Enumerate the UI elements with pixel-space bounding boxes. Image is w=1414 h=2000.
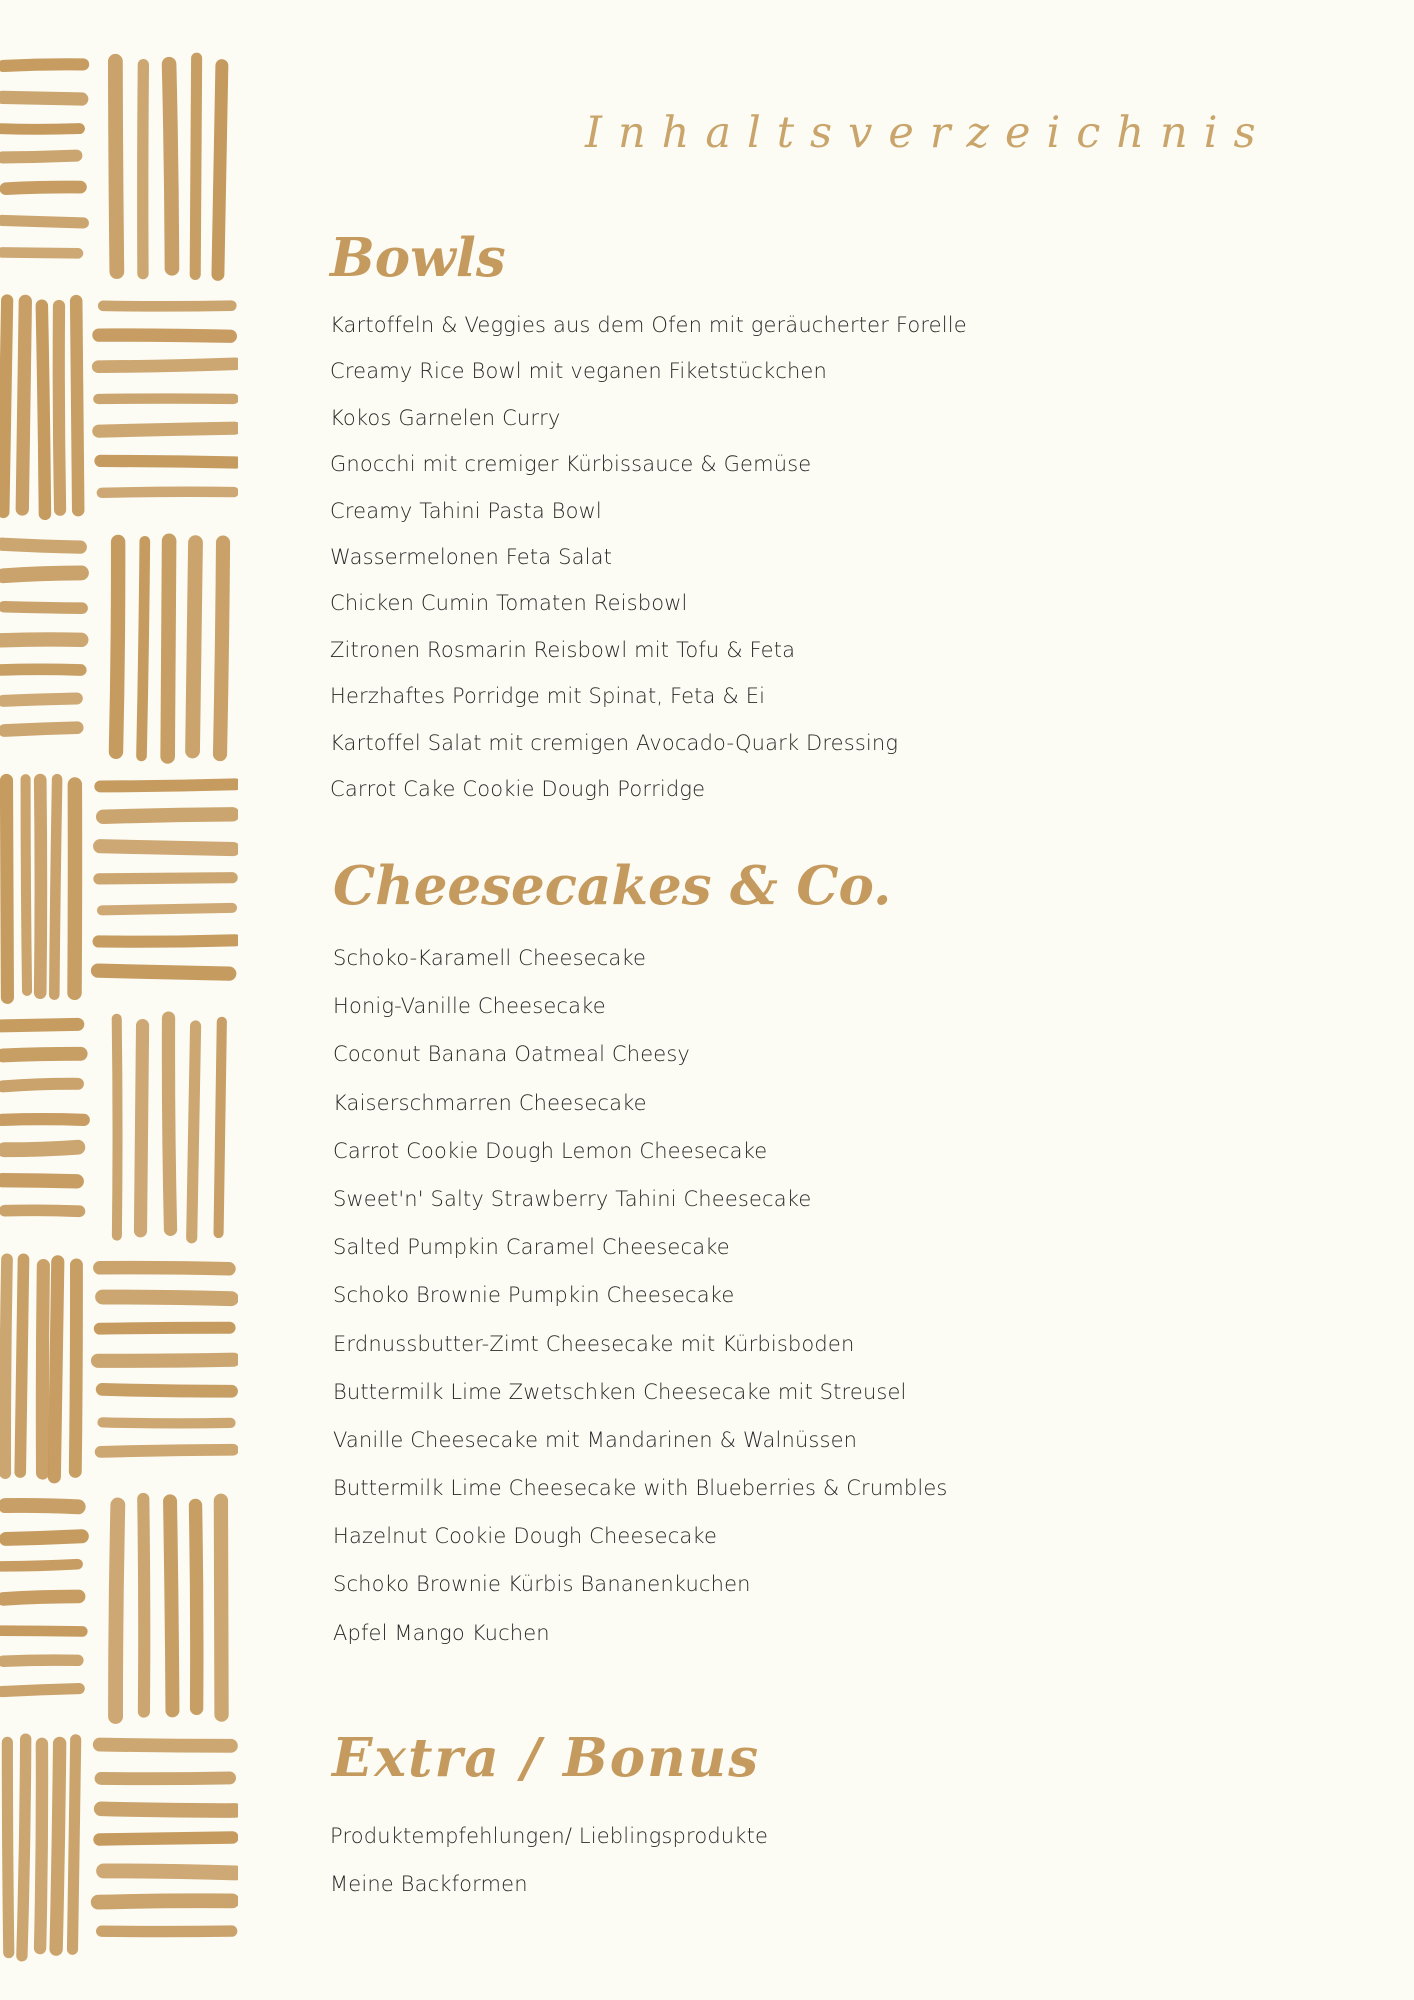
toc-item[interactable]: Kaiserschmarren Cheesecake [333, 1090, 647, 1115]
toc-item[interactable]: Zitronen Rosmarin Reisbowl mit Tofu & Feta [330, 637, 796, 662]
brush-stroke [168, 1018, 170, 1229]
brush-stroke [40, 780, 41, 993]
brush-stroke [2, 97, 81, 99]
toc-item[interactable]: Buttermilk Lime Cheesecake with Blueberries & Crumbles [333, 1476, 948, 1501]
toc-item[interactable]: Sweet'n' Salty Strawberry Tahini Cheesecake [333, 1186, 812, 1211]
brush-stroke [99, 335, 230, 336]
brush-stroke [76, 301, 78, 510]
brush-stroke [100, 461, 235, 463]
toc-item[interactable]: Herzhaftes Porridge mit Spinat, Feta & Ei [330, 684, 766, 709]
brush-stroke [99, 428, 235, 431]
toc-item[interactable]: Gnocchi mit cremiger Kürbissauce & Gemüse [330, 452, 812, 477]
brush-stroke [99, 878, 232, 879]
brush-stroke [100, 1838, 233, 1840]
toc-item[interactable]: Honig-Vanille Cheesecake [333, 994, 606, 1019]
brush-stroke [140, 1026, 142, 1231]
brush-stroke [3, 300, 7, 512]
brush-stroke [22, 1739, 26, 1956]
brush-stroke [1, 1564, 77, 1566]
brush-stroke [54, 1262, 57, 1477]
brush-stroke [2, 669, 81, 670]
section-title-extra: Extra / Bonus [332, 1727, 761, 1789]
brush-stroke [102, 1389, 231, 1391]
brush-stroke [40, 1744, 42, 1948]
brush-stroke [2, 1689, 80, 1692]
brush-stroke [1, 639, 81, 640]
toc-item[interactable]: Chicken Cumin Tomaten Reisbowl [330, 591, 688, 616]
brush-stroke [219, 1022, 222, 1233]
brush-stroke [3, 573, 81, 576]
brush-stroke [102, 492, 234, 493]
brush-stroke [6, 187, 81, 189]
brush-stroke [42, 1266, 43, 1473]
brush-stroke [101, 1809, 235, 1811]
toc-item[interactable]: Coconut Banana Oatmeal Cheesy [333, 1042, 691, 1067]
brush-stroke [3, 64, 83, 66]
brush-stroke [100, 1745, 231, 1746]
brush-stroke [3, 1084, 78, 1087]
brush-stroke [4, 728, 77, 731]
brush-stroke [169, 64, 172, 268]
brush-stroke [143, 1499, 144, 1712]
toc-item[interactable]: Erdnussbutter-Zimt Cheesecake mit Kürbisboden [333, 1331, 855, 1356]
toc-item[interactable]: Schoko-Karamell Cheesecake [333, 946, 647, 970]
toc-item[interactable]: Salted Pumpkin Caramel Cheesecake [333, 1235, 730, 1260]
brush-stroke [170, 1501, 172, 1710]
brush-stroke [42, 306, 45, 514]
brush-stroke [99, 940, 236, 941]
brush-stroke [218, 66, 222, 275]
brush-stroke [5, 1210, 80, 1211]
bowls-list [330, 311, 967, 821]
brush-stroke [2, 1119, 84, 1120]
brush-stroke [196, 1505, 197, 1708]
brush-stroke [75, 1265, 76, 1471]
cheesecakes-list [333, 944, 948, 1667]
toc-item[interactable]: Kokos Garnelen Curry [330, 405, 561, 430]
brush-stroke [2, 252, 78, 253]
brush-stroke [22, 301, 25, 509]
brush-stroke [98, 1901, 232, 1902]
brush-stroke [2, 1180, 76, 1181]
brush-stroke [3, 1660, 78, 1661]
toc-item[interactable]: Buttermilk Lime Zwetschken Cheesecake mit Streusel [333, 1379, 907, 1404]
brush-stroke [141, 541, 144, 756]
brush-stroke [168, 541, 169, 757]
brush-stroke [143, 65, 144, 274]
brush-stroke [98, 364, 235, 367]
brush-stroke [5, 1259, 7, 1473]
brush-stroke [2, 544, 80, 547]
brush-stroke [195, 58, 196, 274]
brush-stroke [116, 542, 118, 752]
brush-stroke [100, 846, 233, 849]
toc-item[interactable]: Apfel Mango Kuchen [333, 1620, 550, 1645]
toc-item[interactable]: Creamy Rice Bowl mit veganen Fiketstückchen [330, 359, 827, 384]
brush-stroke [117, 1019, 118, 1236]
brush-stroke [192, 1026, 196, 1238]
brush-stroke [56, 1743, 60, 1949]
brush-stroke [98, 971, 229, 974]
brush-stroke [103, 306, 231, 307]
brush-stroke [3, 698, 76, 700]
brush-stroke [72, 1740, 75, 1949]
toc-item[interactable]: Schoko Brownie Pumpkin Cheesecake [333, 1283, 735, 1308]
brush-stroke [220, 543, 223, 755]
brush-stroke [102, 1422, 230, 1423]
brush-stroke [4, 607, 82, 608]
toc-item[interactable]: Creamy Tahini Pasta Bowl [330, 498, 602, 523]
brush-stroke [100, 784, 235, 786]
section-title-cheesecakes: Cheesecakes & Co. [333, 855, 892, 917]
brush-stroke [103, 814, 232, 816]
toc-item[interactable]: Vanille Cheesecake mit Mandarinen & Walnüssen [333, 1427, 858, 1452]
page-title: Inhaltsverzeichnis [585, 108, 1272, 158]
brush-stroke [102, 908, 232, 910]
toc-item[interactable]: Meine Backformen [330, 1872, 528, 1896]
brush-stroke-pattern [0, 52, 238, 1972]
brush-stroke [100, 1268, 229, 1269]
toc-item[interactable]: Schoko Brownie Kürbis Bananenkuchen [333, 1572, 751, 1597]
brush-stroke [54, 779, 57, 995]
brush-stroke [7, 1742, 8, 1952]
brush-stroke [3, 156, 77, 158]
brush-stroke [98, 1360, 233, 1361]
toc-item[interactable]: Carrot Cake Cookie Dough Porridge [330, 776, 706, 801]
brush-stroke [0, 1631, 82, 1632]
toc-item[interactable]: Hazelnut Cookie Dough Cheesecake [333, 1524, 718, 1549]
extra-list [330, 1822, 768, 1918]
brush-stroke [1, 129, 80, 130]
brush-stroke [103, 1297, 232, 1299]
brush-stroke [115, 61, 116, 271]
brush-stroke [221, 1501, 222, 1715]
brush-stroke [193, 543, 196, 751]
brush-stroke [5, 1505, 78, 1506]
brush-stroke [20, 1259, 23, 1472]
brush-stroke [100, 1328, 230, 1329]
toc-item[interactable]: Kartoffel Salat mit cremigen Avocado-Quark Dressing [330, 730, 899, 755]
brush-stroke [101, 1778, 230, 1779]
brush-stroke [2, 1024, 78, 1025]
brush-stroke [4, 1147, 78, 1149]
brush-stroke [6, 780, 7, 997]
brush-stroke [26, 779, 27, 991]
toc-item[interactable]: Carrot Cookie Dough Lemon Cheesecake [333, 1138, 768, 1163]
toc-item[interactable]: Wassermelonen Feta Salat [330, 544, 612, 569]
brush-stroke [59, 306, 60, 510]
brush-stroke [3, 1596, 78, 1598]
brush-stroke [3, 1054, 81, 1056]
brush-stroke [101, 1450, 233, 1452]
toc-item[interactable]: Kartoffeln & Veggies aus dem Ofen mit geräucherter Forelle [330, 313, 967, 337]
brush-stroke [104, 1871, 236, 1873]
brush-stroke [116, 1505, 118, 1717]
brush-stroke [2, 220, 83, 223]
brush-stroke [6, 1536, 82, 1539]
section-title-bowls: Bowls [330, 227, 506, 289]
toc-item[interactable]: Produktempfehlungen/ Lieblingsprodukte [330, 1824, 769, 1848]
